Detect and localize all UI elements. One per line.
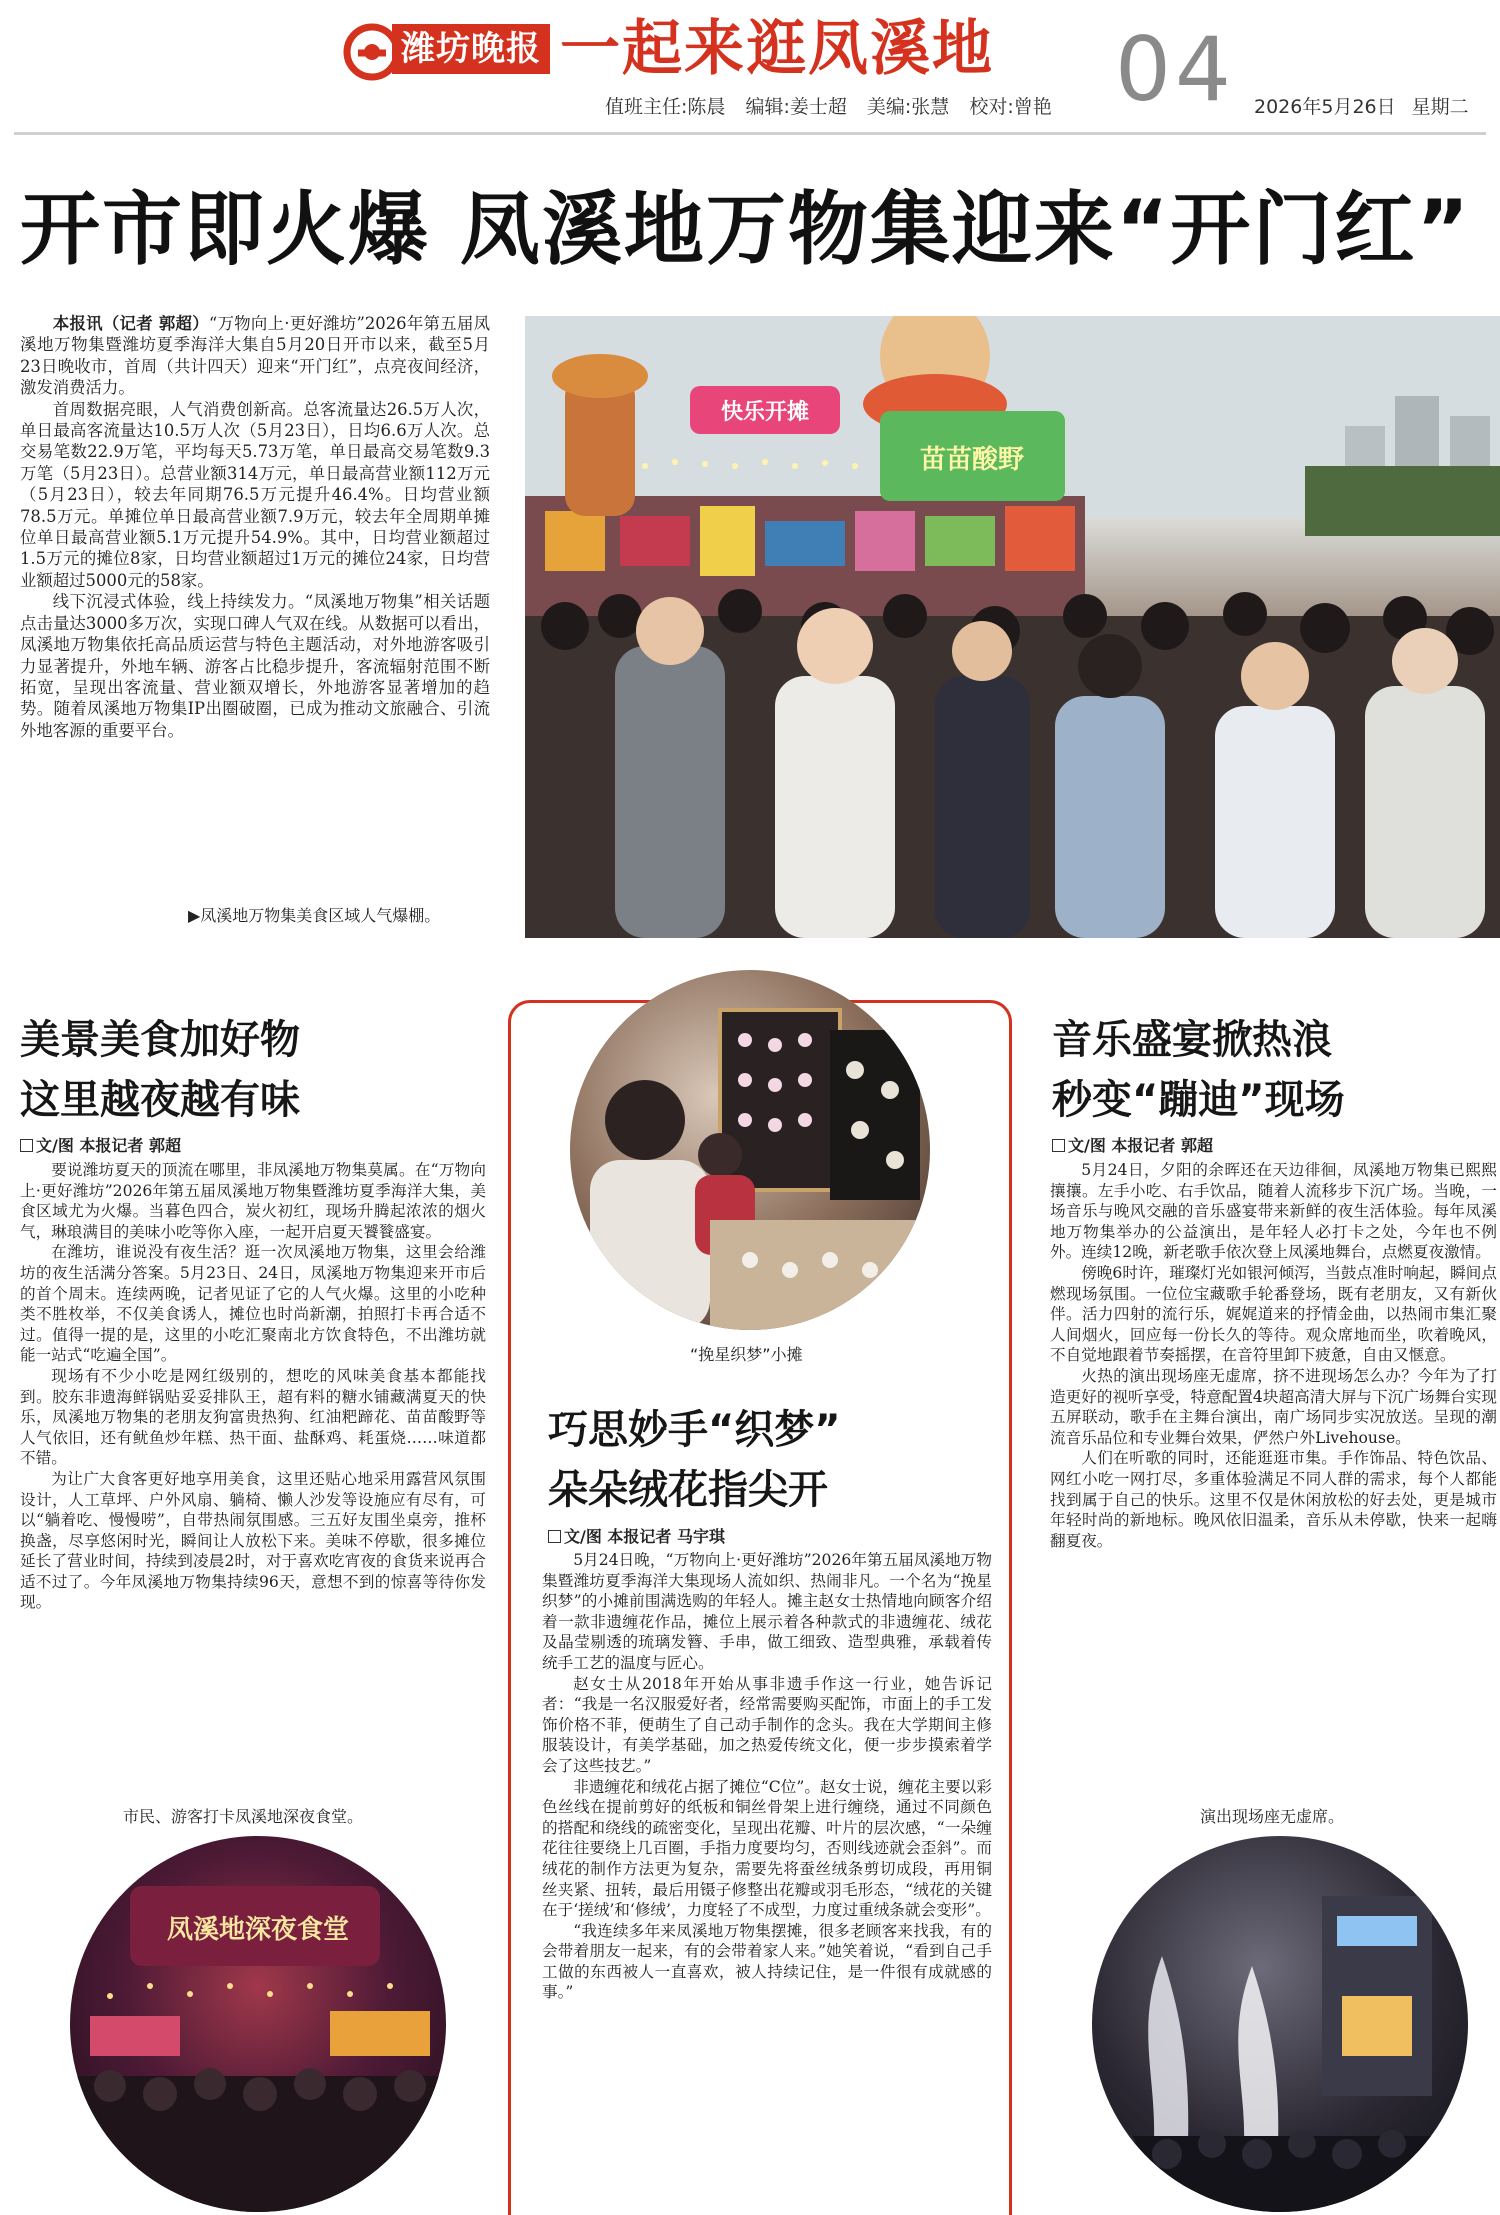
night-canteen-sign-text: 凤溪地深夜食堂 <box>166 1915 350 1945</box>
mid-story-body <box>542 1550 992 2003</box>
masthead-rule <box>14 132 1486 135</box>
stall-illustration <box>570 970 930 1330</box>
paper-name: 潍坊晚报 <box>392 24 550 74</box>
mid-paragraph: “我连续多年来凤溪地万物集摆摊，很多老顾客来找我，有的会带着朋友一起来，有的会带着家人来。”她笑着说，“看到自己手工做的东西被人一直喜欢，被人持续记住，是一件很有成就感的事。” <box>542 1921 992 2002</box>
right-paragraph: 人们在听歌的同时，还能逛逛市集。手作饰品、特色饮品、网红小吃一网打尽，多重体验满足不同人群的需求，每个人都能找到属于自己的快乐。这里不仅是休闲放松的好去处，更是城市年轻时尚的新地标。晚风依旧温柔，音乐从未停歇，快来一起嗨翻夏夜。 <box>1050 1449 1497 1550</box>
left-story-title-line-1: 美景美食加好物 <box>20 1017 300 1063</box>
right-story-body <box>1050 1160 1497 1551</box>
left-story-byline <box>20 1135 181 1157</box>
left-paragraph: 在潍坊，谁说没有夜生活？逛一次凤溪地万物集，这里会给潍坊的夜生活满分答案。5月23日、24日，凤溪地万物集迎来开市后的首个周末。连续两晚，记者见证了它的人气火爆。这里的小吃种类不胜枚举，不仅美食诱人，摊位也时尚新潮，拍照打卡再合适不过。值得一提的是，这里的小吃汇聚南北方饮食特色，不出潍坊就能一站式“吃遍全国”。 <box>20 1243 486 1365</box>
food-sign-text: 苗苗酸野 <box>919 445 1025 475</box>
concert-illustration <box>1092 1836 1468 2212</box>
right-byline-text: 文/图 本报记者 郭超 <box>1068 1136 1213 1155</box>
lede-paragraph-2: 首周数据亮眼，人气消费创新高。总客流量达26.5万人次，单日最高客流量达10.5万人次（5月23日），日均6.6万人次。总交易笔数22.9万笔，平均每天5.73万笔，单日最高交易笔数9.3万笔（5月23日）。总营业额314万元，单日最高营业额112万元（5月23日），较去年同期76.5万元提升46.4%。日均营业额78.5万元。单摊位单日最高营业额7.9万元，较去年全周期单摊位单日最高营业额5.1万元提升54.9%。其中，日均营业额超过1.5万元的摊位8家，日均营业额超过1万元的摊位24家，日均营业额超过5000元的58家。 <box>20 399 490 590</box>
mid-paragraph: 非遗缠花和绒花占据了摊位“C位”。赵女士说，缠花主要以彩色丝线在提前剪好的纸板和铜丝骨架上进行缠绕，通过不同颜色的搭配和绕线的疏密变化，呈现出花瓣、叶片的层次感，“一朵缠花往往要绕上几百圈，手指力度要均匀，否则线迹就会歪斜”。而绒花的制作方法更为复杂，需要先将蚕丝绒条剪切成段，再用铜丝夹紧、扭转，最后用镊子修整出花瓣或羽毛形态，“绒花的关键在于‘搓绒’和‘修绒’，力度轻了不成型，力度过重绒条就会变形”。 <box>542 1777 992 1920</box>
left-paragraph: 为让广大食客更好地享用美食，这里还贴心地采用露营风氛围设计，人工草坪、户外风扇、躺椅、懒人沙发等设施应有尽有，可以“躺着吃、慢慢唠”，自带热闹氛围感。三五好友围坐桌旁，推杯换盏，尽享悠闲时光，瞬间让人放松下来。美味不停歇，很多摊位延长了营业时间，持续到凌晨2时，对于喜欢吃宵夜的食货来说再合适不过了。今年凤溪地万物集持续96天，意想不到的惊喜等待你发现。 <box>20 1469 486 1612</box>
lede-paragraph-3: 线下沉浸式体验，线上持续发力。“凤溪地万物集”相关话题点击量达3000多万次，实现口碑人气双在线。从数据可以看出，凤溪地万物集依托高品质运营与特色主题活动，对外地游客吸引力显著提升，外地车辆、游客占比稳步提升，客流辐射范围不断拓宽，呈现出客流量、营业额双增长，外地游客显著增加的趋势。随着凤溪地万物集IP出圈破圈，已成为推动文旅融合、引流外地客源的重要平台。 <box>20 592 490 740</box>
left-byline-text: 文/图 本报记者 郭超 <box>36 1136 181 1155</box>
date-line: 2026年5月26日 星期二 <box>1254 96 1469 118</box>
byline-box-icon <box>20 1139 33 1152</box>
left-story-body <box>20 1160 486 1613</box>
left-paragraph: 现场有不少小吃是网红级别的，想吃的风味美食基本都能找到。胶东非遗海鲜锅贴妥妥排队王，超有料的糖水铺藏满夏天的快乐，凤溪地万物集的老朋友狗富贵热狗、红油粑蹄花、苗苗酸野等人气依旧，还有鱿鱼炒年糕、热干面、盐酥鸡、耗蛋烧……味道都不错。 <box>20 1366 486 1468</box>
lede-p1-text: “万物向上·更好潍坊”2026年第五届凤溪地万物集暨潍坊夏季海洋大集自5月20日开市以来，截至5月23日晚收市，首周（共计四天）迎来“开门红”，点亮夜间经济，激发消费活力。 <box>20 314 490 398</box>
right-story-title-line-1: 音乐盛宴掀热浪 <box>1052 1017 1332 1063</box>
mid-story-byline <box>548 1526 725 1548</box>
right-story-byline <box>1052 1135 1213 1157</box>
left-story-title-line-2: 这里越夜越有味 <box>20 1077 300 1123</box>
mid-paragraph: 赵女士从2018年开始从事非遗手作这一行业，她告诉记者：“我是一名汉服爱好者，经常需要购买配饰，市面上的手工发饰价格不菲，便萌生了自己动手制作的念头。我在大学期间主修服装设计，有美学基础，加之热爱传统文化，便一步步摸索着学会了这些技艺。” <box>542 1674 992 1775</box>
right-story-title-line-2: 秒变“蹦迪”现场 <box>1052 1077 1345 1123</box>
byline-box-icon <box>548 1530 561 1543</box>
byline-box-icon <box>1052 1139 1065 1152</box>
mid-photo-caption: “挽星织梦”小摊 <box>690 1345 803 1364</box>
mid-byline-text: 文/图 本报记者 马宇琪 <box>564 1527 725 1546</box>
right-story-title <box>1052 1010 1345 1130</box>
section-title: 一起来逛凤溪地 <box>560 14 994 84</box>
night-canteen-illustration <box>70 1836 446 2212</box>
concert-photo <box>1092 1836 1468 2212</box>
mid-paragraph: 5月24日晚，“万物向上·更好潍坊”2026年第五届凤溪地万物集暨潍坊夏季海洋大集现场人流如织、热闹非凡。一个名为“挽星织梦”的小摊前围满选购的年轻人。摊主赵女士热情地向顾客介绍着一款非遗缠花作品，摊位上展示着各种款式的非遗缠花、绒花及晶莹剔透的琉璃发簪、手串，做工细致、造型典雅，承载着传统手工艺的温度与匠心。 <box>542 1551 992 1672</box>
main-photo-caption: ▶凤溪地万物集美食区域人气爆棚。 <box>188 906 441 925</box>
page-headline: 开市即火爆 凤溪地万物集迎来“开门红” <box>20 183 1472 276</box>
lede-lead-in: 本报讯（记者 郭超） <box>52 314 209 333</box>
lede-paragraph-1 <box>20 313 490 399</box>
main-photo <box>525 316 1500 938</box>
left-paragraph: 要说潍坊夏天的顶流在哪里，非凤溪地万物集莫属。在“万物向上·更好潍坊”2026年第五届凤溪地万物集暨潍坊夏季海洋大集，美食区域尤为火爆。当暮色四合，炭火初红，现场升腾起浓浓的烟火气，琳琅满目的美味小吃等你入座，一起开启夏天饕餮盛宴。 <box>20 1161 486 1241</box>
left-photo-caption: 市民、游客打卡凤溪地深夜食堂。 <box>123 1807 364 1826</box>
right-paragraph: 5月24日，夕阳的余晖还在天边徘徊，凤溪地万物集已熙熙攘攘。左手小吃、右手饮品，随着人流移步下沉广场。当晚，一场音乐与晚风交融的音乐盛宴带来新鲜的夜生活体验。每年凤溪地万物集举办的公益演出，是年轻人必打卡之处，今年也不例外。连续12晚，新老歌手依次登上凤溪地舞台，点燃夏夜激情。 <box>1050 1161 1497 1262</box>
right-paragraph: 傍晚6时许，璀璨灯光如银河倾泻，当鼓点准时响起，瞬间点燃现场氛围。一位位宝藏歌手轮番登场，既有老朋友，又有新伙伴。活力四射的流行乐，娓娓道来的抒情金曲，以热闹市集汇聚人间烟火，回应每一份长久的等待。观众席地而坐，吹着晚风，不自觉地跟着节奏摇摆，在音符里卸下疲惫，自由又惬意。 <box>1050 1263 1497 1365</box>
editors-line: 值班主任:陈晨 编辑:姜士超 美编:张慧 校对:曾艳 <box>605 96 1052 118</box>
mid-story-title-line-1: 巧思妙手“织梦” <box>548 1407 841 1453</box>
mid-story-title <box>548 1400 841 1520</box>
market-crowd-illustration <box>525 316 1500 938</box>
velvet-flower-stall-photo <box>570 970 930 1330</box>
left-story-title <box>20 1010 300 1130</box>
right-photo-caption: 演出现场座无虚席。 <box>1200 1807 1345 1826</box>
right-paragraph: 火热的演出现场座无虚席，挤不进现场怎么办？今年为了打造更好的视听享受，特意配置4块超高清大屏与下沉广场舞台实现五屏联动，歌手在主舞台演出，南广场同步实况放送。呈现的潮流音乐品位和专业舞台效果，俨然户外Livehouse。 <box>1050 1366 1497 1447</box>
lede-article <box>20 313 490 741</box>
mid-story-title-line-2: 朵朵绒花指尖开 <box>548 1467 828 1513</box>
page-number: 04 <box>1115 18 1235 121</box>
arch-sign-text: 快乐开摊 <box>720 400 810 425</box>
late-night-canteen-photo <box>70 1836 446 2212</box>
